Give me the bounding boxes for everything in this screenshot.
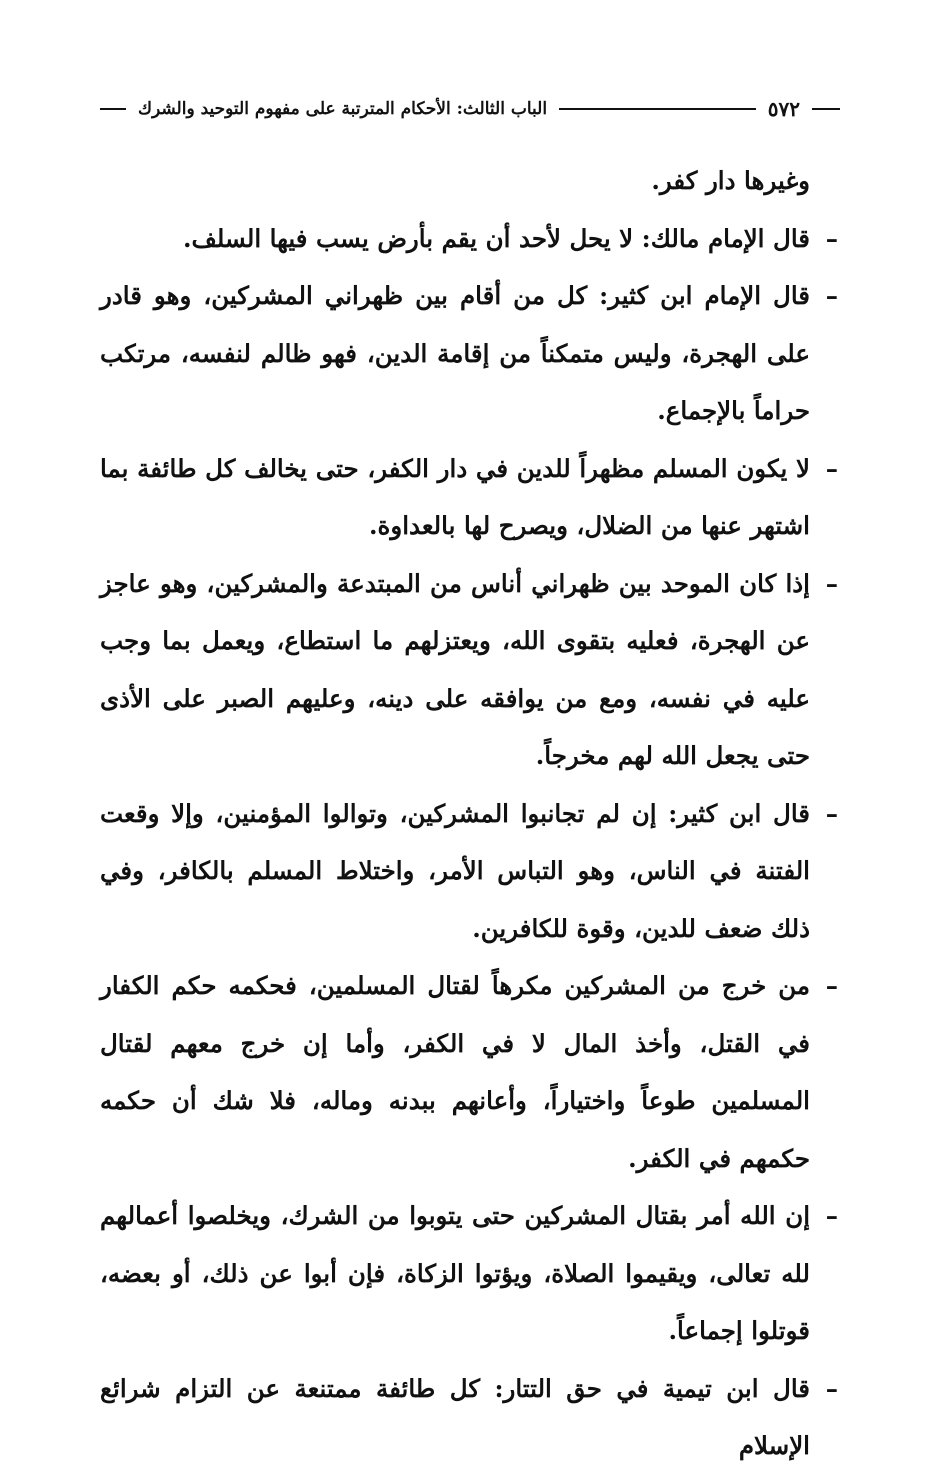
dash-bullet: – <box>825 568 838 598</box>
dash-bullet: – <box>825 798 838 828</box>
chapter-title: الباب الثالث: الأحكام المترتبة على مفهوم التوحيد والشرك <box>138 99 548 119</box>
dash-bullet: – <box>825 971 838 1000</box>
list-item-text: قال الإمام مالك: لا يحل لأحد أن يقم بأرض يسب فيها السلف. <box>183 223 810 253</box>
running-header <box>100 92 840 126</box>
list-item <box>100 210 838 268</box>
list-item <box>100 267 838 440</box>
list-item-text: إذا كان الموحد بين ظهراني أناس من المبتدعة والمشركين، وهو عاجز عن الهجرة، فعليه بتقوى الله، ويعتزلهم ما استطاع، ويعمل بما وجب عليه في نفسه، ومع من يوافقه على دينه، وعليهم الصبر على الأذى حتى يجعل الله لهم مخرجاً. <box>100 568 810 770</box>
dash-bullet: – <box>825 1201 838 1230</box>
header-rule-left <box>100 108 126 110</box>
header-rule-middle <box>559 108 756 110</box>
list-item <box>100 1187 838 1360</box>
list-item <box>100 1360 838 1475</box>
list-item-text: قال ابن كثير: إن لم تجانبوا المشركين، وتوالوا المؤمنين، وإلا وقعت الفتنة في الناس، وهو التباس الأمر، واختلاط المسلم بالكافر، وفي ذلك ضعف للدين، وقوة للكافرين. <box>100 798 810 943</box>
dash-bullet: – <box>825 1373 838 1403</box>
list-item-text: إن الله أمر بقتال المشركين حتى يتوبوا من الشرك، ويخلصوا أعمالهم لله تعالى، ويقيموا الصلاة، ويؤتوا الزكاة، فإن أبوا عن ذلك، أو بعضه، قوتلوا إجماعاً. <box>100 1201 810 1345</box>
list-item-text: قال ابن تيمية في حق التتار: كل طائفة ممتنعة عن التزام شرائع الإسلام <box>100 1373 810 1460</box>
page-body <box>100 152 838 1475</box>
page-number: ٥٧٢ <box>767 97 800 121</box>
header-rule-right <box>812 108 840 110</box>
list-item-text: قال الإمام ابن كثير: كل من أقام بين ظهراني المشركين، وهو قادر على الهجرة، وليس متمكناً من إقامة الدين، فهو ظالم لنفسه، مرتكب حراماً بالإجماع. <box>100 281 810 425</box>
dash-bullet: – <box>825 223 838 253</box>
list-item <box>100 785 838 958</box>
list-item <box>100 440 838 555</box>
dash-bullet: – <box>825 453 838 483</box>
list-item <box>100 555 838 785</box>
list-item-text: لا يكون المسلم مظهراً للدين في دار الكفر، حتى يخالف كل طائفة بما اشتهر عنها من الضلال، ويصرح لها بالعداوة. <box>100 453 810 540</box>
dash-bullet: – <box>825 281 838 310</box>
list-item <box>100 957 838 1187</box>
list-item-text: من خرج من المشركين مكرهاً لقتال المسلمين، فحكمه حكم الكفار في القتل، وأخذ المال لا في الكفر، وأما إن خرج معهم لقتال المسلمين طوعاً واختياراً، وأعانهم ببدنه وماله، فلا شك أن حكمه حكمهم في الكفر. <box>100 971 810 1173</box>
continuation-paragraph: وغيرها دار كفر. <box>651 166 810 195</box>
